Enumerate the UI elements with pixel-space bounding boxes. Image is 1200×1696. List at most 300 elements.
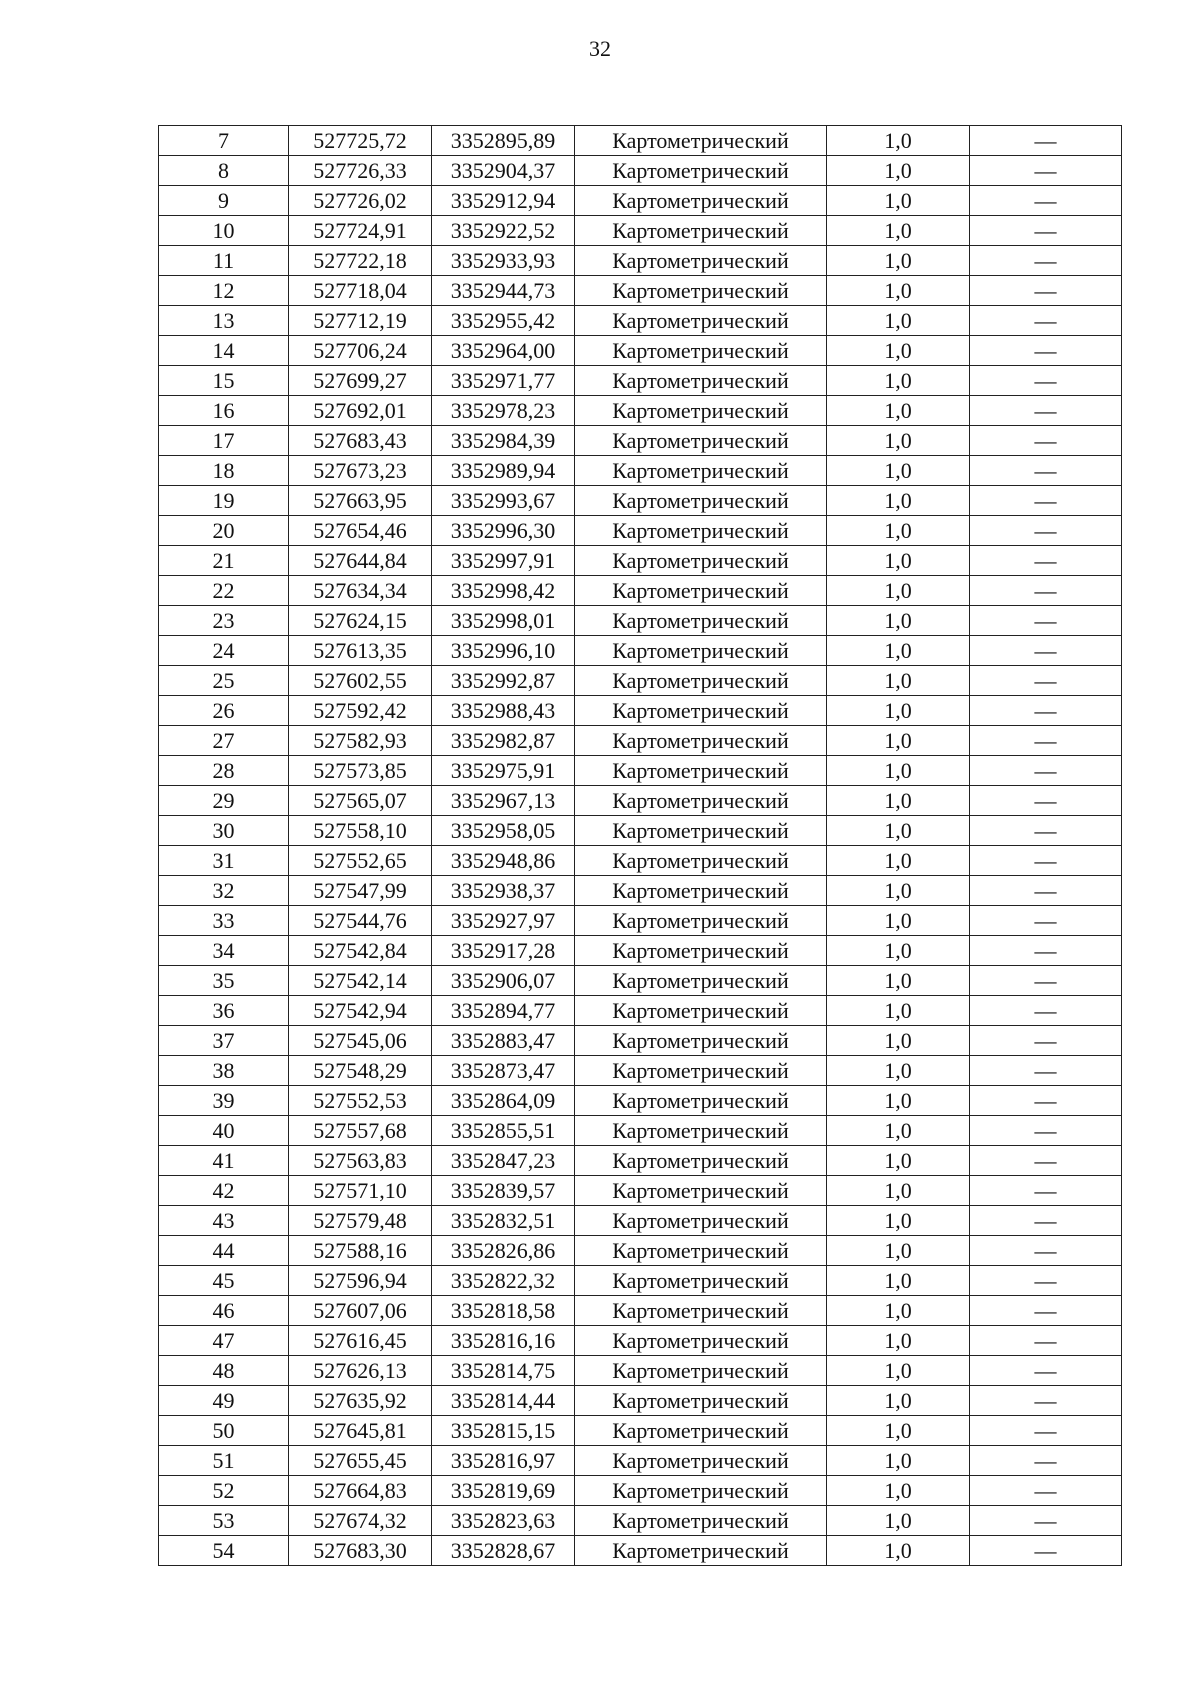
table-row [159,1536,1122,1566]
description-cell: — [970,1356,1122,1386]
accuracy-cell: 1,0 [827,936,970,966]
description-cell: — [970,306,1122,336]
table-row [159,546,1122,576]
y-coordinate-cell: 3352814,75 [432,1356,575,1386]
accuracy-cell: 1,0 [827,486,970,516]
accuracy-cell: 1,0 [827,1536,970,1566]
accuracy-cell: 1,0 [827,1446,970,1476]
table-row [159,786,1122,816]
point-number-cell: 18 [159,456,289,486]
y-coordinate-cell: 3352948,86 [432,846,575,876]
y-coordinate-cell: 3352984,39 [432,426,575,456]
x-coordinate-cell: 527726,02 [289,186,432,216]
table-row [159,846,1122,876]
x-coordinate-cell: 527542,84 [289,936,432,966]
description-cell: — [970,1146,1122,1176]
point-number-cell: 41 [159,1146,289,1176]
x-coordinate-cell: 527573,85 [289,756,432,786]
table-row [159,606,1122,636]
x-coordinate-cell: 527563,83 [289,1146,432,1176]
accuracy-cell: 1,0 [827,1416,970,1446]
point-number-cell: 7 [159,126,289,156]
method-cell: Картометрический [575,606,827,636]
method-cell: Картометрический [575,1206,827,1236]
table-row [159,336,1122,366]
y-coordinate-cell: 3352998,42 [432,576,575,606]
accuracy-cell: 1,0 [827,1146,970,1176]
description-cell: — [970,606,1122,636]
x-coordinate-cell: 527626,13 [289,1356,432,1386]
description-cell: — [970,366,1122,396]
table-row [159,1176,1122,1206]
description-cell: — [970,486,1122,516]
accuracy-cell: 1,0 [827,726,970,756]
description-cell: — [970,1386,1122,1416]
accuracy-cell: 1,0 [827,306,970,336]
table-row [159,456,1122,486]
table-row [159,426,1122,456]
method-cell: Картометрический [575,1116,827,1146]
table-row [159,1146,1122,1176]
accuracy-cell: 1,0 [827,756,970,786]
description-cell: — [970,1536,1122,1566]
point-number-cell: 45 [159,1266,289,1296]
method-cell: Картометрический [575,456,827,486]
x-coordinate-cell: 527692,01 [289,396,432,426]
method-cell: Картометрический [575,396,827,426]
description-cell: — [970,516,1122,546]
point-number-cell: 36 [159,996,289,1026]
accuracy-cell: 1,0 [827,216,970,246]
table-row [159,1236,1122,1266]
table-row [159,816,1122,846]
table-row [159,666,1122,696]
method-cell: Картометрический [575,486,827,516]
accuracy-cell: 1,0 [827,186,970,216]
method-cell: Картометрический [575,336,827,366]
method-cell: Картометрический [575,186,827,216]
y-coordinate-cell: 3352971,77 [432,366,575,396]
method-cell: Картометрический [575,576,827,606]
x-coordinate-cell: 527683,30 [289,1536,432,1566]
table-row [159,966,1122,996]
point-number-cell: 35 [159,966,289,996]
y-coordinate-cell: 3352944,73 [432,276,575,306]
x-coordinate-cell: 527673,23 [289,456,432,486]
x-coordinate-cell: 527683,43 [289,426,432,456]
point-number-cell: 48 [159,1356,289,1386]
table-row [159,486,1122,516]
table-row [159,1056,1122,1086]
y-coordinate-cell: 3352815,15 [432,1416,575,1446]
x-coordinate-cell: 527607,06 [289,1296,432,1326]
point-number-cell: 52 [159,1476,289,1506]
y-coordinate-cell: 3352906,07 [432,966,575,996]
accuracy-cell: 1,0 [827,126,970,156]
accuracy-cell: 1,0 [827,876,970,906]
method-cell: Картометрический [575,756,827,786]
x-coordinate-cell: 527616,45 [289,1326,432,1356]
description-cell: — [970,1056,1122,1086]
table-row [159,1116,1122,1146]
accuracy-cell: 1,0 [827,1086,970,1116]
x-coordinate-cell: 527634,34 [289,576,432,606]
y-coordinate-cell: 3352992,87 [432,666,575,696]
method-cell: Картометрический [575,126,827,156]
table-row [159,756,1122,786]
y-coordinate-cell: 3352988,43 [432,696,575,726]
y-coordinate-cell: 3352996,10 [432,636,575,666]
x-coordinate-cell: 527552,53 [289,1086,432,1116]
point-number-cell: 46 [159,1296,289,1326]
accuracy-cell: 1,0 [827,1476,970,1506]
method-cell: Картометрический [575,996,827,1026]
description-cell: — [970,1116,1122,1146]
description-cell: — [970,126,1122,156]
accuracy-cell: 1,0 [827,906,970,936]
table-row [159,246,1122,276]
x-coordinate-cell: 527706,24 [289,336,432,366]
method-cell: Картометрический [575,1266,827,1296]
method-cell: Картометрический [575,216,827,246]
x-coordinate-cell: 527724,91 [289,216,432,246]
point-number-cell: 32 [159,876,289,906]
y-coordinate-cell: 3352964,00 [432,336,575,366]
description-cell: — [970,876,1122,906]
x-coordinate-cell: 527725,72 [289,126,432,156]
x-coordinate-cell: 527579,48 [289,1206,432,1236]
table-row [159,876,1122,906]
x-coordinate-cell: 527588,16 [289,1236,432,1266]
description-cell: — [970,546,1122,576]
point-number-cell: 27 [159,726,289,756]
table-row [159,1446,1122,1476]
point-number-cell: 11 [159,246,289,276]
y-coordinate-cell: 3352873,47 [432,1056,575,1086]
method-cell: Картометрический [575,246,827,276]
description-cell: — [970,696,1122,726]
x-coordinate-cell: 527542,94 [289,996,432,1026]
method-cell: Картометрический [575,696,827,726]
table-row [159,186,1122,216]
point-number-cell: 49 [159,1386,289,1416]
accuracy-cell: 1,0 [827,546,970,576]
description-cell: — [970,726,1122,756]
table-row [159,306,1122,336]
point-number-cell: 19 [159,486,289,516]
x-coordinate-cell: 527558,10 [289,816,432,846]
point-number-cell: 34 [159,936,289,966]
accuracy-cell: 1,0 [827,606,970,636]
description-cell: — [970,1236,1122,1266]
y-coordinate-cell: 3352832,51 [432,1206,575,1236]
y-coordinate-cell: 3352822,32 [432,1266,575,1296]
table-row [159,366,1122,396]
method-cell: Картометрический [575,1536,827,1566]
y-coordinate-cell: 3352828,67 [432,1536,575,1566]
y-coordinate-cell: 3352938,37 [432,876,575,906]
method-cell: Картометрический [575,876,827,906]
description-cell: — [970,216,1122,246]
y-coordinate-cell: 3352978,23 [432,396,575,426]
x-coordinate-cell: 527712,19 [289,306,432,336]
description-cell: — [970,576,1122,606]
accuracy-cell: 1,0 [827,696,970,726]
x-coordinate-cell: 527544,76 [289,906,432,936]
x-coordinate-cell: 527663,95 [289,486,432,516]
method-cell: Картометрический [575,1356,827,1386]
description-cell: — [970,1086,1122,1116]
method-cell: Картометрический [575,306,827,336]
accuracy-cell: 1,0 [827,396,970,426]
method-cell: Картометрический [575,426,827,456]
description-cell: — [970,396,1122,426]
point-number-cell: 29 [159,786,289,816]
accuracy-cell: 1,0 [827,636,970,666]
point-number-cell: 14 [159,336,289,366]
accuracy-cell: 1,0 [827,846,970,876]
page-number: 32 [589,36,611,61]
point-number-cell: 25 [159,666,289,696]
description-cell: — [970,1416,1122,1446]
x-coordinate-cell: 527596,94 [289,1266,432,1296]
description-cell: — [970,966,1122,996]
description-cell: — [970,936,1122,966]
description-cell: — [970,816,1122,846]
y-coordinate-cell: 3352819,69 [432,1476,575,1506]
description-cell: — [970,1476,1122,1506]
y-coordinate-cell: 3352895,89 [432,126,575,156]
point-number-cell: 28 [159,756,289,786]
method-cell: Картометрический [575,1296,827,1326]
x-coordinate-cell: 527664,83 [289,1476,432,1506]
description-cell: — [970,756,1122,786]
point-number-cell: 23 [159,606,289,636]
x-coordinate-cell: 527602,55 [289,666,432,696]
x-coordinate-cell: 527624,15 [289,606,432,636]
point-number-cell: 10 [159,216,289,246]
description-cell: — [970,156,1122,186]
description-cell: — [970,636,1122,666]
description-cell: — [970,996,1122,1026]
description-cell: — [970,786,1122,816]
description-cell: — [970,246,1122,276]
y-coordinate-cell: 3352967,13 [432,786,575,816]
method-cell: Картометрический [575,1416,827,1446]
point-number-cell: 15 [159,366,289,396]
y-coordinate-cell: 3352814,44 [432,1386,575,1416]
table-row [159,576,1122,606]
x-coordinate-cell: 527654,46 [289,516,432,546]
method-cell: Картометрический [575,726,827,756]
accuracy-cell: 1,0 [827,966,970,996]
table-row [159,1266,1122,1296]
accuracy-cell: 1,0 [827,1206,970,1236]
method-cell: Картометрический [575,1236,827,1266]
x-coordinate-cell: 527552,65 [289,846,432,876]
point-number-cell: 39 [159,1086,289,1116]
description-cell: — [970,1506,1122,1536]
y-coordinate-cell: 3352998,01 [432,606,575,636]
point-number-cell: 8 [159,156,289,186]
y-coordinate-cell: 3352975,91 [432,756,575,786]
description-cell: — [970,456,1122,486]
description-cell: — [970,1446,1122,1476]
table-row [159,396,1122,426]
description-cell: — [970,1296,1122,1326]
accuracy-cell: 1,0 [827,516,970,546]
y-coordinate-cell: 3352904,37 [432,156,575,186]
x-coordinate-cell: 527674,32 [289,1506,432,1536]
y-coordinate-cell: 3352997,91 [432,546,575,576]
table-row [159,1296,1122,1326]
accuracy-cell: 1,0 [827,1236,970,1266]
x-coordinate-cell: 527645,81 [289,1416,432,1446]
y-coordinate-cell: 3352826,86 [432,1236,575,1266]
description-cell: — [970,1206,1122,1236]
method-cell: Картометрический [575,846,827,876]
accuracy-cell: 1,0 [827,666,970,696]
x-coordinate-cell: 527592,42 [289,696,432,726]
method-cell: Картометрический [575,786,827,816]
description-cell: — [970,1176,1122,1206]
point-number-cell: 26 [159,696,289,726]
point-number-cell: 16 [159,396,289,426]
point-number-cell: 17 [159,426,289,456]
method-cell: Картометрический [575,966,827,996]
point-number-cell: 12 [159,276,289,306]
method-cell: Картометрический [575,636,827,666]
method-cell: Картометрический [575,1026,827,1056]
point-number-cell: 47 [159,1326,289,1356]
y-coordinate-cell: 3352993,67 [432,486,575,516]
coordinates-table [158,125,1122,1566]
x-coordinate-cell: 527582,93 [289,726,432,756]
x-coordinate-cell: 527635,92 [289,1386,432,1416]
x-coordinate-cell: 527644,84 [289,546,432,576]
point-number-cell: 22 [159,576,289,606]
accuracy-cell: 1,0 [827,816,970,846]
table-row [159,516,1122,546]
y-coordinate-cell: 3352816,97 [432,1446,575,1476]
accuracy-cell: 1,0 [827,1326,970,1356]
description-cell: — [970,1326,1122,1356]
x-coordinate-cell: 527565,07 [289,786,432,816]
point-number-cell: 50 [159,1416,289,1446]
y-coordinate-cell: 3352823,63 [432,1506,575,1536]
table-row [159,1506,1122,1536]
description-cell: — [970,186,1122,216]
coordinates-table-body [159,126,1122,1566]
point-number-cell: 9 [159,186,289,216]
table-row [159,1476,1122,1506]
description-cell: — [970,1266,1122,1296]
y-coordinate-cell: 3352855,51 [432,1116,575,1146]
y-coordinate-cell: 3352839,57 [432,1176,575,1206]
point-number-cell: 33 [159,906,289,936]
x-coordinate-cell: 527722,18 [289,246,432,276]
x-coordinate-cell: 527548,29 [289,1056,432,1086]
method-cell: Картометрический [575,1176,827,1206]
point-number-cell: 54 [159,1536,289,1566]
point-number-cell: 53 [159,1506,289,1536]
point-number-cell: 40 [159,1116,289,1146]
y-coordinate-cell: 3352958,05 [432,816,575,846]
y-coordinate-cell: 3352955,42 [432,306,575,336]
accuracy-cell: 1,0 [827,1266,970,1296]
accuracy-cell: 1,0 [827,366,970,396]
y-coordinate-cell: 3352989,94 [432,456,575,486]
table-row [159,1086,1122,1116]
accuracy-cell: 1,0 [827,1176,970,1206]
accuracy-cell: 1,0 [827,426,970,456]
table-row [159,156,1122,186]
point-number-cell: 44 [159,1236,289,1266]
point-number-cell: 20 [159,516,289,546]
accuracy-cell: 1,0 [827,1386,970,1416]
description-cell: — [970,336,1122,366]
accuracy-cell: 1,0 [827,576,970,606]
y-coordinate-cell: 3352818,58 [432,1296,575,1326]
accuracy-cell: 1,0 [827,1356,970,1386]
accuracy-cell: 1,0 [827,1116,970,1146]
method-cell: Картометрический [575,936,827,966]
method-cell: Картометрический [575,1086,827,1116]
point-number-cell: 42 [159,1176,289,1206]
x-coordinate-cell: 527547,99 [289,876,432,906]
method-cell: Картометрический [575,546,827,576]
accuracy-cell: 1,0 [827,276,970,306]
x-coordinate-cell: 527655,45 [289,1446,432,1476]
x-coordinate-cell: 527726,33 [289,156,432,186]
accuracy-cell: 1,0 [827,786,970,816]
accuracy-cell: 1,0 [827,456,970,486]
method-cell: Картометрический [575,366,827,396]
y-coordinate-cell: 3352912,94 [432,186,575,216]
method-cell: Картометрический [575,1386,827,1416]
point-number-cell: 38 [159,1056,289,1086]
x-coordinate-cell: 527542,14 [289,966,432,996]
method-cell: Картометрический [575,906,827,936]
description-cell: — [970,276,1122,306]
table-row [159,1386,1122,1416]
table-row [159,1206,1122,1236]
y-coordinate-cell: 3352816,16 [432,1326,575,1356]
accuracy-cell: 1,0 [827,156,970,186]
description-cell: — [970,906,1122,936]
y-coordinate-cell: 3352917,28 [432,936,575,966]
y-coordinate-cell: 3352982,87 [432,726,575,756]
method-cell: Картометрический [575,1146,827,1176]
table-row [159,126,1122,156]
point-number-cell: 13 [159,306,289,336]
method-cell: Картометрический [575,816,827,846]
point-number-cell: 37 [159,1026,289,1056]
method-cell: Картометрический [575,1476,827,1506]
x-coordinate-cell: 527613,35 [289,636,432,666]
point-number-cell: 51 [159,1446,289,1476]
table-row [159,1326,1122,1356]
y-coordinate-cell: 3352933,93 [432,246,575,276]
method-cell: Картометрический [575,156,827,186]
table-row [159,1356,1122,1386]
description-cell: — [970,1026,1122,1056]
description-cell: — [970,666,1122,696]
y-coordinate-cell: 3352927,97 [432,906,575,936]
x-coordinate-cell: 527699,27 [289,366,432,396]
table-row [159,216,1122,246]
accuracy-cell: 1,0 [827,336,970,366]
